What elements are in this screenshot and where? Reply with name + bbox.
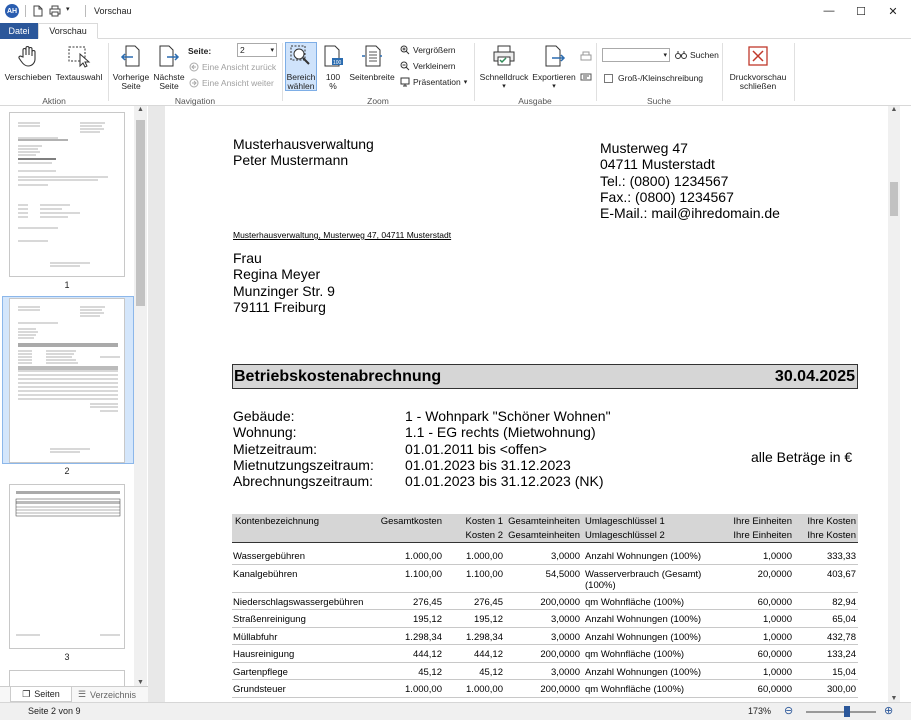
sender-name xyxy=(233,136,374,169)
scroll-up-icon[interactable]: ▲ xyxy=(137,106,144,113)
table-cell: Hausreinigung xyxy=(233,649,295,660)
thumbnail-pane xyxy=(0,106,148,686)
column-header: Gesamtkosten xyxy=(380,516,442,527)
table-row xyxy=(232,645,858,663)
seitenbreite-button[interactable] xyxy=(348,44,396,82)
table-cell: 1.000,00 xyxy=(405,551,442,562)
table-cell: Wassergebühren xyxy=(233,551,305,562)
bereich-waehlen-button[interactable] xyxy=(285,42,317,91)
contact-block xyxy=(600,140,780,221)
naechste-seite-button[interactable] xyxy=(151,44,187,92)
zoom-100-button[interactable] xyxy=(320,44,346,92)
page-thumbnail-2[interactable] xyxy=(9,298,125,463)
group-label-aktion: Aktion xyxy=(42,96,66,106)
preview-scrollbar[interactable] xyxy=(888,106,900,702)
document-heading: Betriebskostenabrechnung xyxy=(234,368,442,385)
hand-icon xyxy=(4,44,52,71)
info-value: 01.01.2023 bis 31.12.2023 xyxy=(405,456,571,473)
separator xyxy=(794,43,795,101)
page-number-1: 1 xyxy=(64,280,70,290)
new-document-icon[interactable] xyxy=(32,5,44,17)
zoom-level: 173% xyxy=(748,706,772,716)
page-width-icon xyxy=(348,44,396,71)
table-cell: 1.298,34 xyxy=(466,631,503,643)
print-icon[interactable] xyxy=(49,5,61,17)
table-cell: 60,0000 xyxy=(757,649,792,660)
close-preview-icon xyxy=(726,44,790,71)
page-thumbnail-4[interactable] xyxy=(9,670,125,686)
previous-page-icon xyxy=(111,44,151,71)
hundert-label: 100 % xyxy=(325,71,341,91)
separator xyxy=(108,43,109,101)
recipient-line: 79111 Freiburg xyxy=(233,298,326,315)
table-cell: Anzahl Wohnungen (100%) xyxy=(585,551,702,562)
column-header: Kosten 2 xyxy=(465,530,503,541)
vergroessern-button[interactable] xyxy=(400,45,456,55)
table-body xyxy=(232,547,858,698)
schliessen-label: Druckvorschau schließen xyxy=(729,71,787,91)
table-cell: 45,12 xyxy=(479,666,503,678)
presentation-icon xyxy=(400,77,410,87)
exportieren-label: Exportieren xyxy=(532,71,576,82)
suchen-button[interactable] xyxy=(675,50,719,60)
table-cell: qm Wohnfläche (100%) xyxy=(585,596,685,608)
page-status: Seite 2 von 9 xyxy=(28,706,81,716)
eine-ansicht-weiter-button[interactable] xyxy=(189,78,274,88)
contact-line: E-Mail.: mail@ihredomain.de xyxy=(600,205,780,222)
back-arrow-icon xyxy=(189,62,199,72)
info-label: Wohnung: xyxy=(233,424,297,441)
table-cell: 432,78 xyxy=(826,631,856,643)
table-cell: 200,0000 xyxy=(540,649,580,660)
table-cell: 54,5000 xyxy=(545,568,580,580)
table-cell: 1.298,34 xyxy=(405,631,442,643)
document-page xyxy=(165,106,888,702)
tab-seiten-label: Seiten xyxy=(34,689,60,699)
verkleinern-label: Verkleinern xyxy=(413,61,456,71)
table-row xyxy=(232,628,858,646)
chevron-down-icon: ▾ xyxy=(270,47,274,54)
zoom-slider[interactable] xyxy=(806,711,876,713)
forward-arrow-icon xyxy=(189,78,199,88)
pane-tabs xyxy=(0,686,148,702)
minimize-button[interactable]: — xyxy=(823,5,835,17)
zoom-slider-thumb[interactable] xyxy=(844,706,850,717)
chevron-down-icon: ▾ xyxy=(663,52,667,59)
info-value: 01.01.2023 bis 31.12.2023 (NK) xyxy=(405,473,604,490)
tab-verzeichnis-label: Verzeichnis xyxy=(90,689,137,700)
table-row xyxy=(232,565,858,593)
table-row xyxy=(232,680,858,698)
separator xyxy=(474,43,475,101)
table-cell: 200,0000 xyxy=(540,596,580,608)
separator xyxy=(722,43,723,101)
status-bar xyxy=(0,702,911,720)
column-header: Ihre Kosten xyxy=(807,530,856,541)
group-label-ausgabe: Ausgabe xyxy=(518,96,552,106)
recipient-line: Regina Meyer xyxy=(233,266,321,283)
ribbon xyxy=(0,39,911,106)
table-cell: 3,0000 xyxy=(550,631,580,643)
table-cell: 200,0000 xyxy=(540,684,580,695)
return-address: Musterhausverwaltung, Musterweg 47, 04711 Musterstadt xyxy=(233,230,452,240)
chevron-down-icon: ▾ xyxy=(463,79,468,86)
table-header xyxy=(232,514,858,543)
thumbnail-content xyxy=(10,113,126,278)
table-cell: 444,12 xyxy=(412,649,442,660)
contact-line: Musterweg 47 xyxy=(600,140,688,156)
praesentation-button[interactable] xyxy=(400,77,467,87)
zoom-area-icon xyxy=(286,44,316,71)
zoom-out-icon xyxy=(400,61,410,71)
schnelldruck-button[interactable] xyxy=(478,44,530,92)
sender-line-1: Musterhausverwaltung xyxy=(233,136,374,152)
scrollbar-thumb[interactable] xyxy=(136,120,145,306)
table-cell: Wasserverbrauch (Gesamt) (100%) xyxy=(585,568,702,591)
column-header: Umlageschlüssel 2 xyxy=(585,530,665,541)
printer-icon xyxy=(478,44,530,71)
window-title: Vorschau xyxy=(94,6,132,16)
thumbnail-content xyxy=(10,485,126,650)
app-icon: AH xyxy=(5,4,19,18)
bereich-label: Bereich wählen xyxy=(286,71,316,91)
table-cell: Gartenpflege xyxy=(233,666,288,678)
zoom-in-icon xyxy=(400,45,410,55)
info-value: 01.01.2011 bis <offen> xyxy=(405,440,547,457)
contact-line: Fax.: (0800) 1234567 xyxy=(600,188,734,205)
table-cell: 1.000,00 xyxy=(466,684,503,695)
table-cell: 333,33 xyxy=(826,551,856,562)
scrollbar-thumb[interactable] xyxy=(890,182,898,216)
scroll-down-icon[interactable]: ▼ xyxy=(890,695,898,702)
table-row xyxy=(232,610,858,628)
document-preview[interactable] xyxy=(148,106,900,702)
column-header: Ihre Kosten xyxy=(807,516,856,527)
separator xyxy=(25,5,26,17)
eine-ansicht-zurueck-button[interactable] xyxy=(189,62,276,72)
search-input[interactable] xyxy=(602,48,670,62)
table-cell: 60,0000 xyxy=(757,596,792,608)
praesentation-label: Präsentation xyxy=(413,77,461,87)
table-cell: 1,0000 xyxy=(762,631,792,643)
table-cell: Anzahl Wohnungen (100%) xyxy=(585,631,702,643)
page-number-2: 2 xyxy=(64,466,70,476)
table-row xyxy=(232,593,858,611)
table-cell: 20,0000 xyxy=(757,568,792,580)
svg-text:100: 100 xyxy=(333,60,342,66)
column-header: Umlageschlüssel 1 xyxy=(585,516,665,527)
seite-select[interactable] xyxy=(237,43,277,57)
contact-line: Tel.: (0800) 1234567 xyxy=(600,172,729,189)
gross-klein-label: Groß-/Kleinschreibung xyxy=(618,73,704,83)
scroll-down-icon[interactable]: ▼ xyxy=(137,679,144,686)
cost-table xyxy=(232,514,858,698)
page-thumbnail-3[interactable] xyxy=(9,484,125,649)
info-label: Mietzeitraum: xyxy=(233,440,318,457)
naechste-label: Nächste Seite xyxy=(153,71,185,91)
table-cell: 15,04 xyxy=(832,666,856,678)
table-cell: 3,0000 xyxy=(550,551,580,562)
table-cell: Niederschlagswassergebühren xyxy=(233,596,364,608)
vorherige-label: Vorherige Seite xyxy=(112,71,150,91)
table-cell: 45,12 xyxy=(418,666,442,678)
separator xyxy=(85,5,86,17)
info-labels xyxy=(233,408,374,489)
table-cell: 60,0000 xyxy=(757,684,792,695)
table-cell: 1,0000 xyxy=(762,614,792,625)
table-cell: 276,45 xyxy=(412,596,442,608)
scroll-up-icon[interactable]: ▲ xyxy=(890,106,898,113)
tab-datei[interactable]: Datei xyxy=(0,23,38,39)
text-cursor-icon xyxy=(53,44,105,71)
toc-icon: ☰ xyxy=(77,689,87,699)
column-header: Ihre Einheiten xyxy=(733,516,792,527)
table-cell: 276,45 xyxy=(473,596,503,608)
schnelldruck-label: Schnelldruck xyxy=(479,71,529,82)
sender-line-2: Peter Mustermann xyxy=(233,152,349,169)
export-icon xyxy=(530,44,578,71)
next-page-icon xyxy=(151,44,187,71)
column-header: Ihre Einheiten xyxy=(733,530,792,541)
column-header: Kosten 1 xyxy=(465,516,503,527)
title-bar xyxy=(0,0,911,22)
table-row xyxy=(232,547,858,565)
column-header: Gesamteinheiten xyxy=(508,530,580,541)
recipient-block xyxy=(233,250,335,315)
table-cell: 1,0000 xyxy=(762,551,792,562)
info-label: Mietnutzungszeitraum: xyxy=(233,456,374,473)
page-100-icon xyxy=(320,44,346,71)
table-cell: 1.000,00 xyxy=(405,684,442,695)
group-label-suche: Suche xyxy=(646,96,672,106)
column-header: Gesamteinheiten xyxy=(508,516,580,527)
suchen-label: Suchen xyxy=(690,50,719,60)
contact-line: 04711 Musterstadt xyxy=(600,156,715,173)
column-header: Kontenbezeichnung xyxy=(235,516,319,527)
textauswahl-label: Textauswahl xyxy=(55,71,103,82)
close-button[interactable]: ✕ xyxy=(888,5,898,18)
currency-note: alle Beträge in € xyxy=(751,449,853,465)
checkbox-icon xyxy=(604,74,613,83)
chevron-down-icon: ▾ xyxy=(552,83,556,90)
document-date: 30.04.2025 xyxy=(774,368,855,385)
tab-vorschau[interactable]: Vorschau xyxy=(38,23,98,39)
weiter-label: Eine Ansicht weiter xyxy=(202,78,274,88)
binoculars-icon xyxy=(675,50,687,60)
table-cell: Kanalgebühren xyxy=(233,568,298,580)
group-label-zoom: Zoom xyxy=(367,96,389,106)
info-values xyxy=(405,408,611,489)
zoom-out-button[interactable]: ⊖ xyxy=(784,705,794,717)
table-cell: 1.100,00 xyxy=(405,568,442,580)
chevron-down-icon: ▾ xyxy=(502,83,506,90)
table-cell: 195,12 xyxy=(412,614,442,625)
druckvorschau-schliessen-button[interactable] xyxy=(726,44,790,92)
table-cell: 1,0000 xyxy=(762,666,792,678)
table-cell: 3,0000 xyxy=(550,614,580,625)
table-cell: 3,0000 xyxy=(550,666,580,678)
table-cell: 1.000,00 xyxy=(466,551,503,562)
quick-access-dropdown-icon[interactable]: ▾ xyxy=(66,6,70,13)
table-cell: Müllabfuhr xyxy=(233,631,278,643)
vorherige-seite-button[interactable] xyxy=(111,44,151,92)
separator xyxy=(282,43,283,101)
table-cell: 403,67 xyxy=(826,568,856,580)
seite-value: 2 xyxy=(240,45,245,55)
vergroessern-label: Vergrößern xyxy=(413,45,456,55)
separator xyxy=(596,43,597,101)
thumbnail-scrollbar[interactable] xyxy=(134,106,147,686)
verschieben-button[interactable] xyxy=(4,44,52,82)
table-cell: Anzahl Wohnungen (100%) xyxy=(585,666,702,678)
info-label: Abrechnungszeitraum: xyxy=(233,473,374,490)
table-cell: Straßenreinigung xyxy=(233,614,306,625)
exportieren-button[interactable] xyxy=(530,44,578,92)
seite-label: Seite: xyxy=(188,46,212,56)
verschieben-label: Verschieben xyxy=(4,71,52,82)
seitenbreite-label: Seitenbreite xyxy=(349,71,395,82)
page-thumbnail-1[interactable] xyxy=(9,112,125,277)
table-cell: 1.100,00 xyxy=(466,568,503,580)
info-label: Gebäude: xyxy=(233,408,295,424)
zoom-in-button[interactable]: ⊕ xyxy=(884,705,894,717)
textauswahl-button[interactable] xyxy=(53,44,105,82)
recipient-line: Munzinger Str. 9 xyxy=(233,282,335,299)
table-cell: 65,04 xyxy=(832,614,856,625)
table-cell: Grundsteuer xyxy=(233,684,286,695)
table-cell: qm Wohnfläche (100%) xyxy=(585,649,685,660)
info-value: 1.1 - EG rechts (Mietwohnung) xyxy=(405,424,596,441)
table-cell: 195,12 xyxy=(473,614,503,625)
table-cell: qm Wohnfläche (100%) xyxy=(585,684,685,695)
table-cell: 444,12 xyxy=(473,649,503,660)
recipient-line: Frau xyxy=(233,250,262,266)
page-number-3: 3 xyxy=(64,652,70,662)
info-value: 1 - Wohnpark "Schöner Wohnen" xyxy=(405,408,611,424)
zurueck-label: Eine Ansicht zurück xyxy=(202,62,277,72)
tab-verzeichnis[interactable] xyxy=(74,687,140,702)
table-row xyxy=(232,663,858,681)
pages-icon: ❐ xyxy=(22,688,31,699)
ribbon-tabs xyxy=(0,22,911,39)
print-small-icon[interactable] xyxy=(580,51,592,63)
page-setup-icon[interactable] xyxy=(580,71,592,83)
table-cell: Anzahl Wohnungen (100%) xyxy=(585,614,702,625)
group-label-navigation: Navigation xyxy=(174,96,216,106)
gross-klein-checkbox[interactable] xyxy=(604,73,703,83)
title-bar-document xyxy=(232,364,858,389)
verkleinern-button[interactable] xyxy=(400,61,456,71)
table-cell: 82,94 xyxy=(832,596,856,608)
table-cell: 300,00 xyxy=(826,684,856,695)
thumbnail-content xyxy=(10,299,126,464)
tab-seiten[interactable] xyxy=(10,687,72,702)
maximize-button[interactable]: ☐ xyxy=(856,5,866,18)
table-cell: 133,24 xyxy=(826,649,856,660)
